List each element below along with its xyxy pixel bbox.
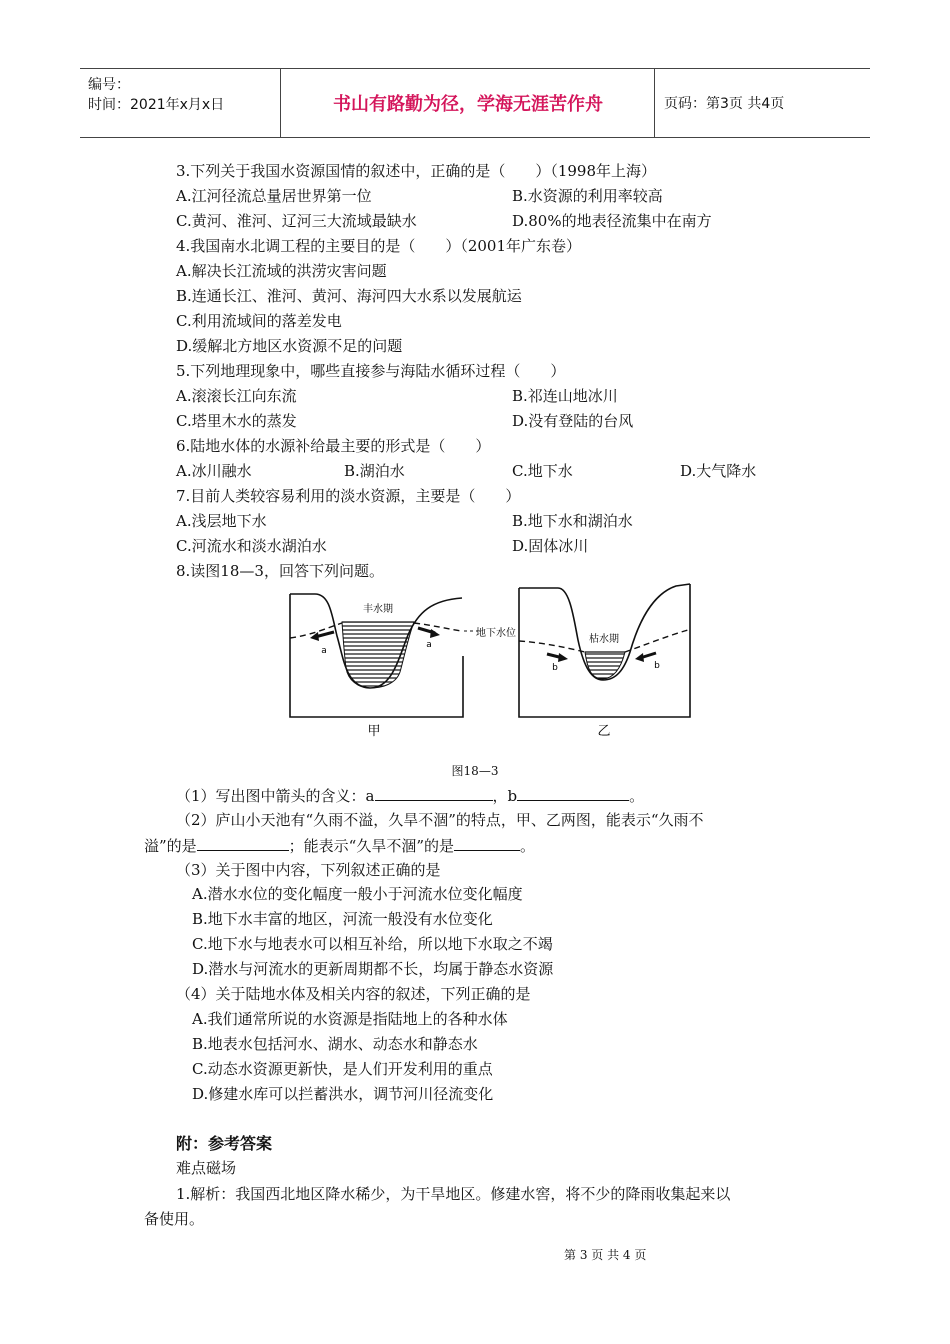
- q6-stem: 6.陆地水体的水源补给最主要的形式是（ ）: [176, 437, 491, 455]
- q8-sub2-line1: （2）庐山小天池有“久雨不溢，久旱不涸”的特点，甲、乙两图，能表示“久雨不: [176, 811, 704, 829]
- q4-option-d: D.缓解北方地区水资源不足的问题: [176, 337, 403, 355]
- q7-stem: 7.目前人类较容易利用的淡水资源，主要是（ ）: [176, 487, 521, 505]
- panel-dry-season: [519, 584, 690, 717]
- q7-option-d: D.固体冰川: [512, 537, 589, 555]
- q6-option-a: A.冰川融水: [176, 462, 252, 480]
- q5-stem: 5.下列地理现象中，哪些直接参与海陆水循环过程（ ）: [176, 362, 566, 380]
- q8-sub1-end: 。: [629, 787, 645, 805]
- groundwater-diagram: [282, 580, 702, 740]
- figure-caption: 图18—3: [451, 764, 499, 778]
- q4-option-a: A.解决长江流域的洪涝灾害问题: [176, 262, 387, 280]
- q8-sub2-part-c: 。: [520, 837, 536, 855]
- date-label: 时间：2021年x月x日: [88, 97, 225, 113]
- arrow-b-right-label: b: [654, 661, 660, 671]
- q8-sub2-line2: [144, 835, 535, 856]
- q8-sub3-stem: （3）关于图中内容，下列叙述正确的是: [176, 861, 441, 879]
- q8-sub3-option-a: A.潜水水位的变化幅度一般小于河流水位变化幅度: [192, 885, 523, 903]
- page-footer: 第 3 页 共 4 页: [564, 1248, 647, 1262]
- q8-sub3-option-b: B.地下水丰富的地区，河流一般没有水位变化: [192, 910, 493, 928]
- arrow-a-left-label: a: [321, 646, 327, 656]
- q8-sub4-option-d: D.修建水库可以拦蓄洪水，调节河川径流变化: [192, 1085, 494, 1103]
- header-divider: [280, 69, 281, 137]
- answer-blank-rain: [197, 835, 289, 851]
- q7-option-a: A.浅层地下水: [176, 512, 267, 530]
- q8-sub4-option-c: C.动态水资源更新快，是人们开发利用的重点: [192, 1060, 493, 1078]
- answer-blank-a: [375, 785, 493, 801]
- q5-option-b: B.祁连山地冰川: [512, 387, 618, 405]
- answer-1-line2: 备使用。: [144, 1210, 205, 1228]
- header-meta: [88, 75, 278, 115]
- q8-sub1-prefix: （1）写出图中箭头的含义：a: [176, 787, 375, 805]
- q8-sub4-option-b: B.地表水包括河水、湖水、动态水和静态水: [192, 1035, 478, 1053]
- q8-sub1: [176, 785, 644, 806]
- q6-option-b: B.湖泊水: [344, 462, 405, 480]
- dry-season-label: 枯水期: [589, 634, 619, 645]
- q6-option-d: D.大气降水: [680, 462, 757, 480]
- q8-sub4-stem: （4）关于陆地水体及相关内容的叙述，下列正确的是: [176, 985, 531, 1003]
- q7-option-b: B.地下水和湖泊水: [512, 512, 633, 530]
- q8-sub3-option-c: C.地下水与地表水可以相互补给，所以地下水取之不竭: [192, 935, 553, 953]
- q8-sub1-mid: ，b: [492, 787, 518, 805]
- q5-option-a: A.滚滚长江向东流: [176, 387, 297, 405]
- q6-option-c: C.地下水: [512, 462, 573, 480]
- q4-option-c: C.利用流域间的落差发电: [176, 312, 342, 330]
- panel-right-label: 乙: [597, 724, 611, 739]
- header-motto: 书山有路勤为径，学海无涯苦作舟: [333, 94, 603, 115]
- code-label: 编号：: [88, 77, 130, 93]
- arrow-a-right-label: a: [426, 640, 432, 650]
- groundwater-figure: [282, 580, 702, 740]
- q5-option-c: C.塔里木水的蒸发: [176, 412, 297, 430]
- answer-blank-drought: [454, 835, 520, 851]
- q3-option-c: C.黄河、淮河、辽河三大流域最缺水: [176, 212, 417, 230]
- q8-sub3-option-d: D.潜水与河流水的更新周期都不长，均属于静态水资源: [192, 960, 554, 978]
- answers-title: 附：参考答案: [176, 1134, 273, 1153]
- q3-option-d: D.80%的地表径流集中在南方: [512, 212, 712, 230]
- answer-1-line1: 1.解析：我国西北地区降水稀少，为干旱地区。修建水窖，将不少的降雨收集起来以: [176, 1185, 731, 1203]
- q8-sub2-part-a: 溢”的是: [144, 837, 197, 855]
- q5-option-d: D.没有登陆的台风: [512, 412, 634, 430]
- q3-stem: 3.下列关于我国水资源国情的叙述中，正确的是（ ）（1998年上海）: [176, 162, 656, 180]
- q8-stem: 8.读图18—3，回答下列问题。: [176, 562, 384, 580]
- panel-left-label: 甲: [367, 724, 381, 739]
- q3-option-b: B.水资源的利用率较高: [512, 187, 663, 205]
- q8-sub2-part-b: ；能表示“久旱不涸”的是: [288, 837, 455, 855]
- flood-season-label: 丰水期: [363, 604, 393, 615]
- q3-option-a: A.江河径流总量居世界第一位: [176, 187, 372, 205]
- header-divider: [654, 69, 655, 137]
- answer-blank-b: [517, 785, 629, 801]
- header-page-info: 页码：第3页 共4页: [664, 96, 785, 112]
- answers-subtitle: 难点磁场: [176, 1159, 237, 1177]
- q4-option-b: B.连通长江、淮河、黄河、海河四大水系以发展航运: [176, 287, 522, 305]
- page-header: [80, 68, 870, 138]
- arrow-b-left-label: b: [552, 663, 558, 673]
- groundwater-level-label: 地下水位: [476, 628, 516, 639]
- q7-option-c: C.河流水和淡水湖泊水: [176, 537, 327, 555]
- q8-sub4-option-a: A.我们通常所说的水资源是指陆地上的各种水体: [192, 1010, 508, 1028]
- q4-stem: 4.我国南水北调工程的主要目的是（ ）（2001年广东卷）: [176, 237, 581, 255]
